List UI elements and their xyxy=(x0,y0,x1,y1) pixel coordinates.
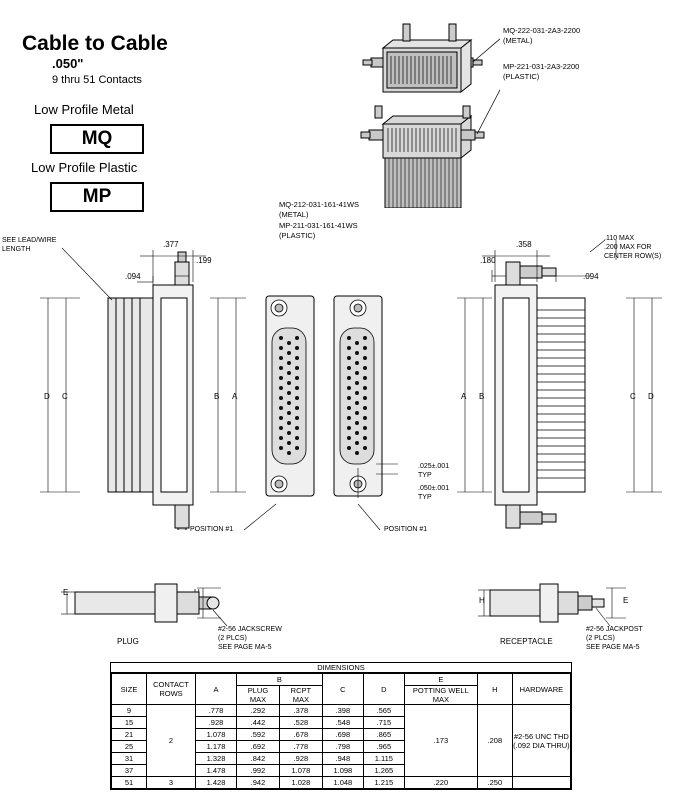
th-contact-rows: CONTACT ROWS xyxy=(147,674,196,705)
table-row xyxy=(112,777,571,789)
th-h: H xyxy=(477,674,512,705)
series-box-mp: MP xyxy=(50,182,144,212)
th-e-sub: POTTING WELL MAX xyxy=(404,686,477,705)
cell-rcpt: 1.028 xyxy=(279,777,322,789)
cell-rcpt: 1.078 xyxy=(279,765,322,777)
dim-094-left-label: .094 xyxy=(125,272,141,281)
cell-c: 1.048 xyxy=(322,777,363,789)
cell-c: .948 xyxy=(322,753,363,765)
cell-rcpt: .528 xyxy=(279,717,322,729)
cell-hardware-last xyxy=(512,777,570,789)
dimensions-table-title: DIMENSIONS xyxy=(111,663,571,673)
cell-d: 1.215 xyxy=(363,777,404,789)
dim-A-left-label: A xyxy=(232,392,238,401)
cell-size: 25 xyxy=(112,741,147,753)
cell-plug: .842 xyxy=(237,753,280,765)
position-1-right-label: POSITION #1 xyxy=(384,526,428,533)
dim-180-label: .180 xyxy=(480,256,496,265)
plug-bottom-view-drawing xyxy=(55,570,245,640)
th-b-plug: PLUG MAX xyxy=(237,686,280,705)
contact-count-label: 9 thru 51 Contacts xyxy=(52,74,142,86)
dim-E-plug-label: E xyxy=(63,588,69,597)
cell-hardware-span: #2-56 UNC THD (.092 DIA THRU) xyxy=(512,705,570,777)
dim-H-rcpt-label: H xyxy=(479,596,485,605)
cell-rcpt: .928 xyxy=(279,753,322,765)
dim-D-right-label: D xyxy=(648,392,654,401)
cell-d: .715 xyxy=(363,717,404,729)
cell-a: 1.078 xyxy=(196,729,237,741)
cell-h-last: .250 xyxy=(477,777,512,789)
left-side-view-drawing xyxy=(20,230,270,530)
page-title: Cable to Cable xyxy=(22,32,168,55)
cell-c: .798 xyxy=(322,741,363,753)
dim-B-left-label: B xyxy=(214,392,220,401)
cell-plug: .942 xyxy=(237,777,280,789)
th-b-rcpt: RCPT MAX xyxy=(279,686,322,705)
dim-199-label: .199 xyxy=(196,256,212,265)
cell-rcpt: .778 xyxy=(279,741,322,753)
pitch-label: .050" xyxy=(52,56,84,71)
position-leader-lines xyxy=(230,490,400,535)
dim-377-label: .377 xyxy=(163,240,179,249)
dimensions-table xyxy=(110,662,572,790)
jackpost-note: #2-56 JACKPOST (2 PLCS) SEE PAGE MA-5 xyxy=(586,626,643,651)
cell-h-span: .208 xyxy=(477,705,512,777)
cell-size: 37 xyxy=(112,765,147,777)
th-b: B xyxy=(237,674,323,686)
dim-094-right-label: .094 xyxy=(583,272,599,281)
cell-rows-2: 2 xyxy=(147,705,196,777)
cell-a: .928 xyxy=(196,717,237,729)
cell-a: 1.178 xyxy=(196,741,237,753)
max-110-note: .110 MAX .200 MAX FOR CENTER ROW(S) xyxy=(604,235,662,260)
th-d: D xyxy=(363,674,404,705)
dim-D-left-label: D xyxy=(44,392,50,401)
receptacle-label: RECEPTACLE xyxy=(500,637,553,646)
lead-wire-note: SEE LEAD/WIRE LENGTH xyxy=(2,237,57,253)
plug-label: PLUG xyxy=(117,637,139,646)
cell-size: 9 xyxy=(112,705,147,717)
cell-e-last: .220 xyxy=(404,777,477,789)
cell-size: 31 xyxy=(112,753,147,765)
cell-a: .778 xyxy=(196,705,237,717)
right-side-view-drawing xyxy=(440,230,680,530)
low-profile-metal-heading: Low Profile Metal xyxy=(34,102,134,117)
dim-E-rcpt-label: E xyxy=(623,596,629,605)
th-a: A xyxy=(196,674,237,705)
cell-d: .865 xyxy=(363,729,404,741)
dim-358-label: .358 xyxy=(516,240,532,249)
cell-size: 51 xyxy=(112,777,147,789)
dim-C-left-label: C xyxy=(62,392,68,401)
cell-c: .548 xyxy=(322,717,363,729)
cell-d: 1.115 xyxy=(363,753,404,765)
dim-C-right-label: C xyxy=(630,392,636,401)
cell-c: .398 xyxy=(322,705,363,717)
series-box-mq: MQ xyxy=(50,124,144,154)
jackscrew-note: #2-56 JACKSCREW (2 PLCS) SEE PAGE MA-5 xyxy=(218,626,282,651)
cell-d: .565 xyxy=(363,705,404,717)
cell-plug: .592 xyxy=(237,729,280,741)
low-profile-plastic-heading: Low Profile Plastic xyxy=(31,160,138,175)
tolerance-025-note: .025±.001 TYP xyxy=(418,463,450,479)
connector-isometric-illustration xyxy=(355,18,500,208)
cell-size: 15 xyxy=(112,717,147,729)
cell-c: .698 xyxy=(322,729,363,741)
cell-plug: .992 xyxy=(237,765,280,777)
cell-plug: .292 xyxy=(237,705,280,717)
cell-rcpt: .378 xyxy=(279,705,322,717)
th-c: C xyxy=(322,674,363,705)
table-row xyxy=(112,705,571,717)
th-e: E xyxy=(404,674,477,686)
cell-d: .965 xyxy=(363,741,404,753)
th-size: SIZE xyxy=(112,674,147,705)
cell-a: 1.328 xyxy=(196,753,237,765)
position-1-left-label: POSITION #1 xyxy=(190,526,234,533)
cell-plug: .692 xyxy=(237,741,280,753)
callout-mq-222: MQ-222-031-2A3-2200 (METAL) xyxy=(503,26,581,45)
receptacle-bottom-view-drawing xyxy=(470,570,640,640)
callout-mp-211: MP-211-031-161-41WS (PLASTIC) xyxy=(279,221,358,240)
cell-d: 1.265 xyxy=(363,765,404,777)
dim-A-right-label: A xyxy=(461,392,467,401)
cell-rcpt: .678 xyxy=(279,729,322,741)
cell-size: 21 xyxy=(112,729,147,741)
dimensions-table-body xyxy=(112,705,571,789)
cell-c: 1.098 xyxy=(322,765,363,777)
callout-mp-221: MP-221-031-2A3-2200 (PLASTIC) xyxy=(503,62,580,81)
cell-rows: 3 xyxy=(147,777,196,789)
cell-a: 1.478 xyxy=(196,765,237,777)
tolerance-050-note: .050±.001 TYP xyxy=(418,485,450,501)
dim-B-right-label: B xyxy=(479,392,485,401)
callout-mq-212: MQ-212-031-161-41WS (METAL) xyxy=(279,200,360,219)
th-hardware: HARDWARE xyxy=(512,674,570,705)
cell-a: 1.428 xyxy=(196,777,237,789)
cell-e-span: .173 xyxy=(404,705,477,777)
cell-plug: .442 xyxy=(237,717,280,729)
